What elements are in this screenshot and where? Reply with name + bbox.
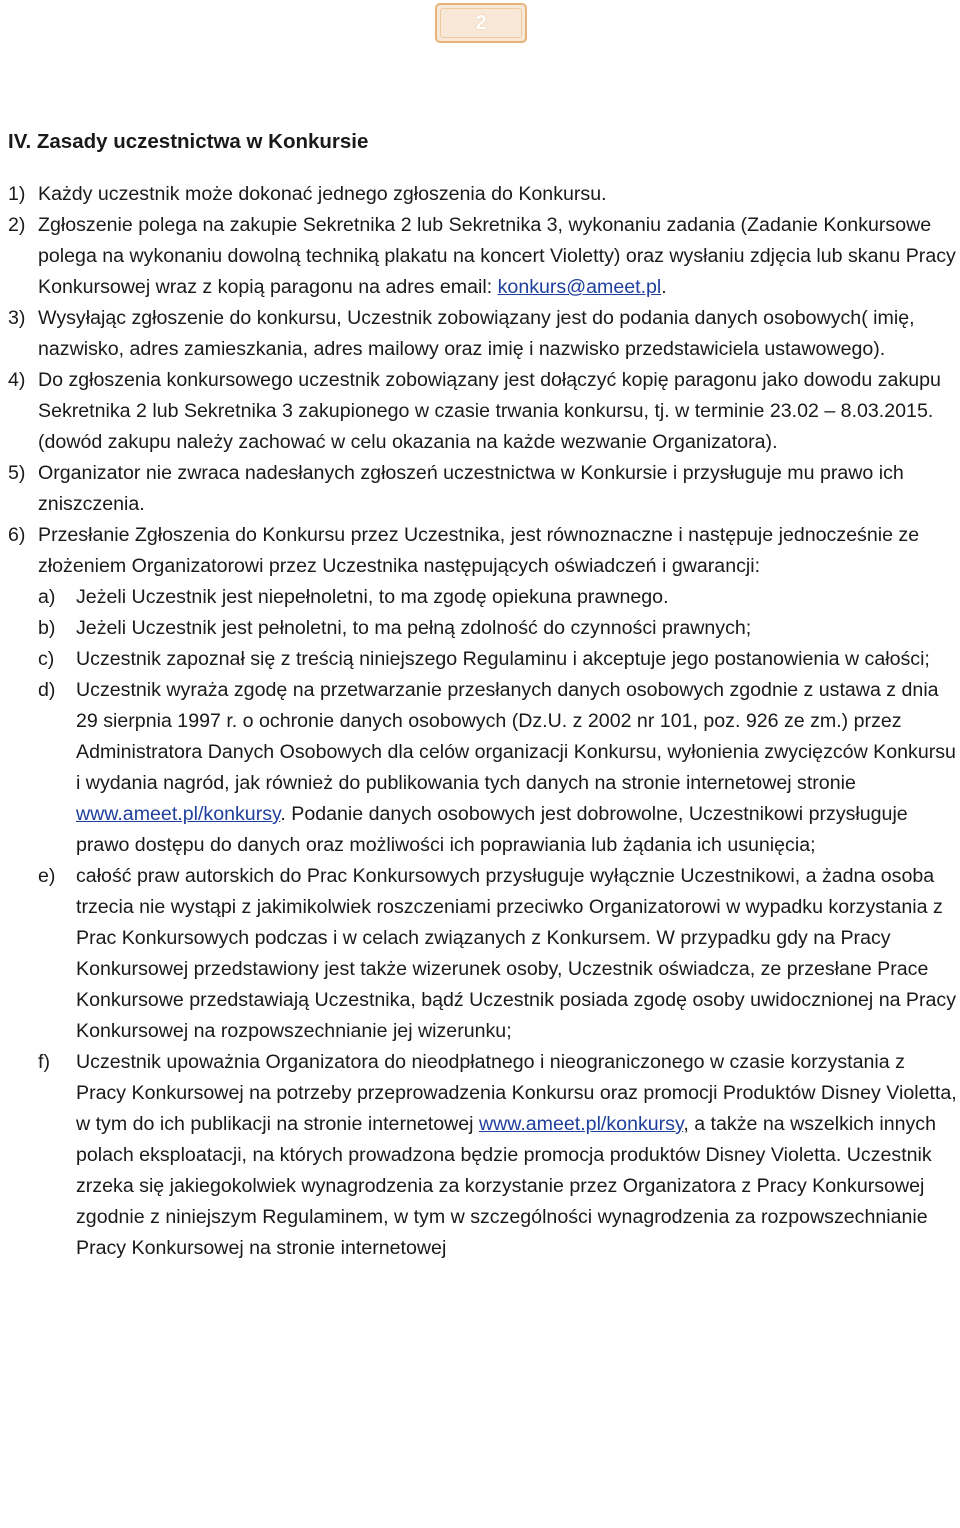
item-number: 3) bbox=[8, 307, 26, 329]
sub-item-letter: e) bbox=[38, 865, 56, 887]
item-text: Do zgłoszenia konkursowego uczestnik zobowiązany jest dołączyć kopię paragonu jako dowodu zakupu Sekretnika 2 lub Sekretnika 3 zakupionego w czasie trwania konkursu, tj. w terminie 23.02 – 8.03.2015. (dowód zakupu należy zachować w celu okazania na każde wezwanie Organizatora). bbox=[38, 369, 941, 453]
sub-item-letter: b) bbox=[38, 617, 56, 639]
list-item bbox=[8, 210, 958, 303]
page-number-badge bbox=[435, 3, 527, 43]
sub-item-text: Uczestnik zapoznał się z treścią niniejszego Regulaminu i akceptuje jego postanowienia w całości; bbox=[76, 648, 930, 670]
item-number: 1) bbox=[8, 183, 26, 205]
sub-item-text-tail: , a także na wszelkich innych polach eksploatacji, na których prowadzona będzie promocja produktów Disney Violetta. Uczestnik zrzeka się jakiegokolwiek wynagrodzenia za korzystanie przez Organizatora z Pracy Konkursowej zgodnie z niniejszym Regulaminem, w tym w szczególności wynagrodzenia za rozpowszechnianie Pracy Konkursowej na stronie internetowej bbox=[76, 1113, 936, 1259]
item-text: Organizator nie zwraca nadesłanych zgłoszeń uczestnictwa w Konkursie i przysługuje mu prawo ich zniszczenia. bbox=[38, 462, 904, 515]
list-item bbox=[8, 303, 958, 365]
page-number: 2 bbox=[475, 11, 487, 34]
website-link[interactable]: www.ameet.pl/konkursy bbox=[76, 803, 281, 825]
sub-item-text: Jeżeli Uczestnik jest pełnoletni, to ma pełną zdolność do czynności prawnych; bbox=[76, 617, 752, 639]
sub-item-text: Uczestnik upoważnia Organizatora do nieodpłatnego i nieograniczonego w czasie korzystania z Pracy Konkursowej na potrzeby przeprowadzenia Konkursu oraz promocji Produktów Disney Violetta, w tym do ich publikacji na stronie internetowej bbox=[76, 1051, 957, 1135]
sub-item-text: Uczestnik wyraża zgodę na przetwarzanie przesłanych danych osobowych zgodnie z ustawa z dnia 29 sierpnia 1997 r. o ochronie danych osobowych (Dz.U. z 2002 nr 101, poz. 926 ze zm.) przez Administratora Danych Osobowych dla celów organizacji Konkursu, wyłonienia zwycięzców Konkursu i wydania nagród, jak również do publikowania tych danych na stronie internetowej stronie bbox=[76, 679, 956, 794]
list-item bbox=[8, 520, 958, 582]
email-link[interactable]: konkurs@ameet.pl bbox=[497, 276, 662, 298]
sub-item-text: całość praw autorskich do Prac Konkursowych przysługuje wyłącznie Uczestnikowi, a żadna osoba trzecia nie wystąpi z jakimikolwiek roszczeniami przeciwko Organizatorowi w wypadku korzystania z Prac Konkursowych podczas i w celach związanych z Konkursem. W przypadku gdy na Pracy Konkursowej przedstawiony jest także wizerunek osoby, Uczestnik oświadcza, ze przesłane Prace Konkursowe przedstawiają Uczestnika, bądź Uczestnik posiada zgodę osoby uwidocznionej na Pracy Konkursowej na rozpowszechnianie jej wizerunku; bbox=[76, 865, 957, 1042]
item-text: Wysyłając zgłoszenie do konkursu, Uczestnik zobowiązany jest do podania danych osobowych( imię, nazwisko, adres zamieszkania, adres mailowy oraz imię i nazwisko przedstawiciela ustawowego). bbox=[38, 307, 915, 360]
section-title: IV. Zasady uczestnictwa w Konkursie bbox=[8, 130, 369, 153]
sub-item bbox=[8, 644, 958, 675]
sub-item bbox=[8, 861, 958, 1047]
sub-item bbox=[8, 1047, 958, 1264]
list-item bbox=[8, 365, 958, 458]
item-text: Każdy uczestnik może dokonać jednego zgłoszenia do Konkursu. bbox=[38, 183, 607, 205]
item-number: 4) bbox=[8, 369, 26, 391]
sub-item bbox=[8, 613, 958, 644]
website-link[interactable]: www.ameet.pl/konkursy bbox=[478, 1113, 684, 1135]
sub-item-text: Jeżeli Uczestnik jest niepełnoletni, to ma zgodę opiekuna prawnego. bbox=[76, 586, 669, 608]
item-number: 6) bbox=[8, 524, 26, 546]
sub-item-letter: a) bbox=[38, 586, 56, 608]
item-number: 2) bbox=[8, 214, 26, 236]
sub-item-text-tail: . Podanie danych osobowych jest dobrowolne, Uczestnikowi przysługuje prawo dostępu do danych oraz możliwości ich poprawiania lub żądania ich usunięcia; bbox=[76, 803, 908, 856]
sub-item-letter: d) bbox=[38, 679, 56, 701]
item-text: Przesłanie Zgłoszenia do Konkursu przez Uczestnika, jest równoznaczne i następuje jednocześnie ze złożeniem Organizatorowi przez Uczestnika następujących oświadczeń i gwarancji: bbox=[38, 524, 920, 577]
sub-item-letter: c) bbox=[38, 648, 55, 670]
list-item bbox=[8, 179, 958, 210]
item-text-tail: . bbox=[661, 276, 667, 298]
sub-item-letter: f) bbox=[38, 1051, 50, 1073]
document-body bbox=[8, 126, 958, 1264]
list-item bbox=[8, 458, 958, 520]
sub-item bbox=[8, 582, 958, 613]
sub-item bbox=[8, 675, 958, 861]
item-number: 5) bbox=[8, 462, 26, 484]
item-text: Zgłoszenie polega na zakupie Sekretnika 2 lub Sekretnika 3, wykonaniu zadania (Zadanie Konkursowe polega na wykonaniu dowolną techniką plakatu na koncert Violetty) oraz wysłaniu zdjęcia lub skanu Pracy Konkursowej wraz z kopią paragonu na adres email: bbox=[38, 214, 956, 298]
